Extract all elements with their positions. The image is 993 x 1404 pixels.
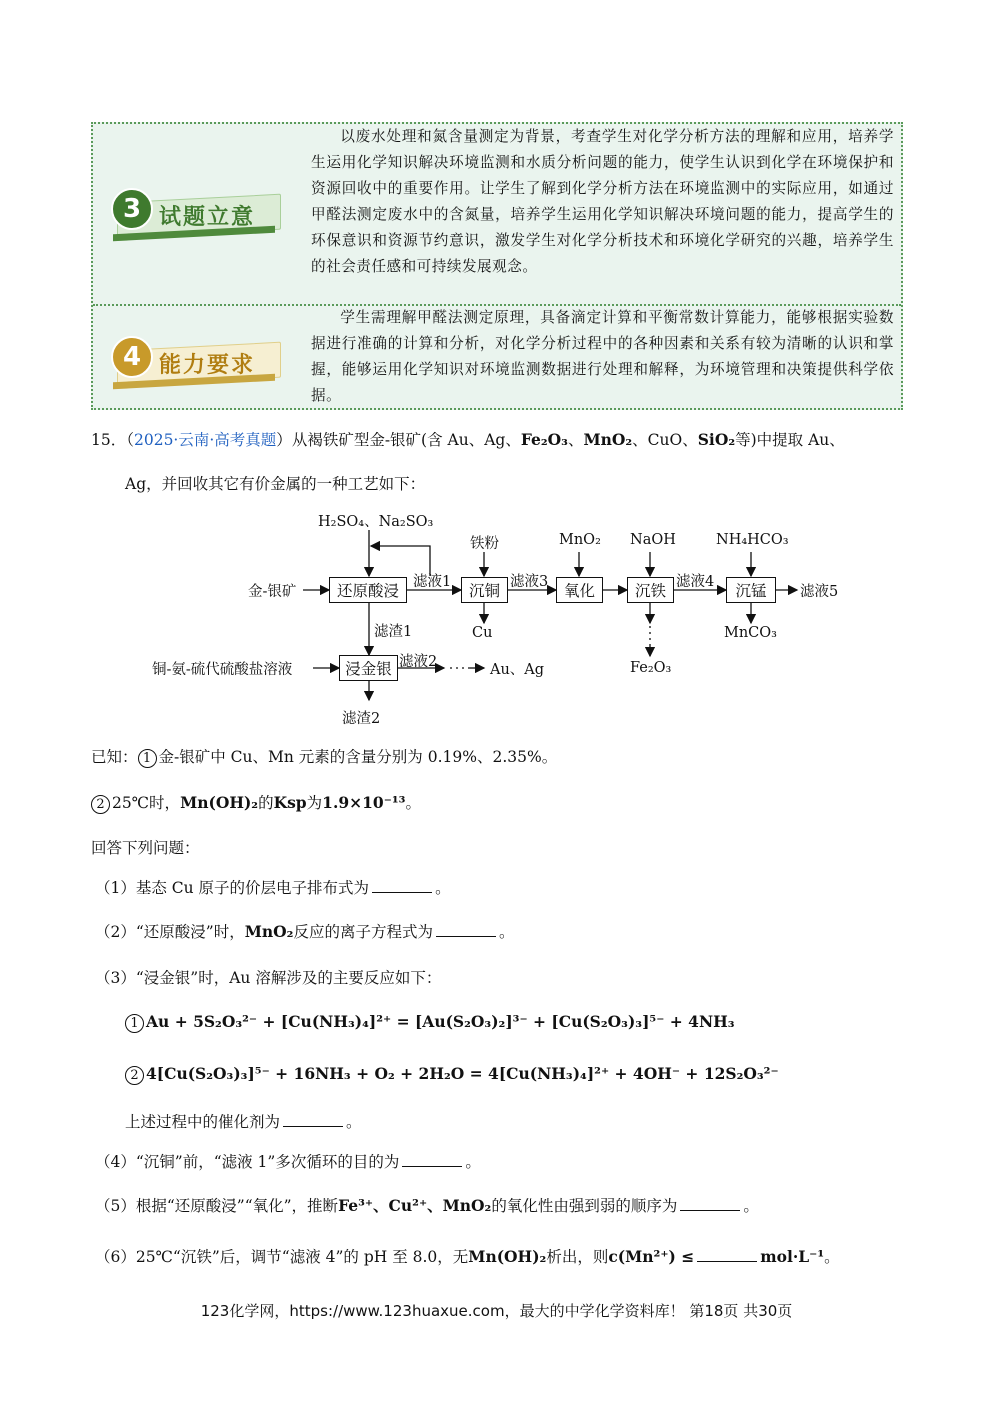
label-reagent-nh4hco3: NH₄HCO₃ (716, 532, 789, 548)
q5-formulas: Fe³⁺、Cu²⁺、MnO₂ (338, 1196, 492, 1215)
source-close: ） (276, 431, 292, 449)
intent-paragraph: 以废水处理和氮含量测定为背景，考查学生对化学分析方法的理解和应用，培养学生运用化学知识解决环境监测和水质分析问题的能力，使学生认识到化学在环境保护和资源回收中的重要作用。让学生了解到化学分析方法在环境监测中的实际应用，如通过甲醛法测定废水中的含氮量，培养学生运用化学知识解决环境问题的能力，提高学生的环保意识和资源节约意识，激发学生对化学分析技术和环境化学研究的兴趣，培养学生的社会责任感和可持续发展观念。 (311, 128, 894, 275)
stem-sep-2: 、CuO、 (632, 431, 698, 449)
known-2-text-g: 。 (405, 794, 421, 812)
circle-number-1: 1 (138, 749, 157, 768)
badge-title-intent: 试题立意 (159, 205, 256, 230)
question-source: 2025·云南·高考真题 (133, 431, 277, 449)
ksp-symbol: Ksp (273, 793, 307, 812)
q2-formula: MnO₂ (244, 922, 294, 941)
ksp-value: 1.9×10⁻¹³ (322, 793, 406, 812)
q6-concentration: c(Mn²⁺) ≤ (608, 1247, 695, 1266)
label-product-cu: Cu (472, 625, 493, 641)
known-intro: 已知： (91, 748, 138, 766)
label-residue-1: 滤渣1 (374, 624, 413, 640)
node-copper-precipitation: 沉铜 (461, 577, 508, 603)
label-residue-2: 滤渣2 (342, 711, 381, 727)
node-reduction-acid-leach: 还原酸浸 (329, 577, 407, 603)
q1-text: （1）基态 Cu 原子的价层电子排布式为 (95, 879, 370, 897)
answer-prompt: 回答下列问题： (91, 839, 200, 857)
badge-number-4: 4 (111, 336, 153, 378)
q3-end: 。 (346, 1113, 362, 1131)
q4-text: （4）“沉铜”前，“滤液 1”多次循环的目的为 (95, 1153, 400, 1171)
subquestion-3: （3）“浸金银”时，Au 溶解涉及的主要反应如下： (95, 969, 442, 987)
label-filtrate-1: 滤液1 (413, 574, 452, 590)
known-1 (91, 745, 557, 768)
known-2-text-c: 的 (258, 794, 274, 812)
label-reagent-naoh: NaOH (630, 532, 676, 548)
q5-end: 。 (743, 1197, 759, 1215)
q5-text-c: 的氧化性由强到弱的顺序为 (491, 1197, 678, 1215)
q1-end: 。 (435, 879, 451, 897)
badge-intent (111, 184, 281, 240)
known-2 (91, 791, 421, 814)
label-product-fe2o3: Fe₂O₃ (630, 660, 672, 676)
process-flowchart (0, 500, 993, 730)
label-product-au-ag: Au、Ag (490, 662, 545, 678)
page-footer: 123化学网，https://www.123huaxue.com，最大的中学化学资料库！ 第18页 共30页 (200, 1302, 793, 1320)
stem-sep-1: 、 (567, 431, 584, 449)
question-number: 15．（ (91, 431, 134, 449)
answer-blank-4[interactable] (402, 1152, 462, 1167)
subquestion-2 (95, 920, 514, 942)
answer-blank-3[interactable] (283, 1112, 343, 1127)
label-filtrate-2: 滤液2 (399, 654, 438, 670)
question-stem (91, 428, 845, 450)
badge-title-ability: 能力要求 (159, 353, 256, 378)
badge-number-3: 3 (111, 188, 153, 230)
q2-end: 。 (498, 923, 515, 941)
known-1-text: 金-银矿中 Cu、Mn 元素的含量分别为 0.19%、2.35%。 (158, 748, 558, 766)
equation-2-number: 2 (125, 1066, 144, 1085)
label-product-mnco3: MnCO₃ (724, 625, 777, 641)
circle-number-2: 2 (91, 795, 110, 814)
question-stem-line2: Ag，并回收其它有价金属的一种工艺如下： (125, 475, 426, 493)
label-reagent-acid: H₂SO₄、Na₂SO₃ (318, 514, 434, 530)
subquestion-5 (95, 1194, 759, 1216)
formula-fe2o3: Fe₂O₃ (520, 430, 568, 449)
node-gold-silver-leach: 浸金银 (339, 655, 398, 681)
q6-unit: mol·L⁻¹ (760, 1247, 825, 1266)
equation-2 (125, 1064, 779, 1085)
label-reagent-iron: 铁粉 (470, 536, 499, 552)
q5-text-a: （5）根据“还原酸浸”“氧化”，推断 (95, 1197, 339, 1215)
equation-1 (125, 1012, 735, 1033)
q6-formula: Mn(OH)₂ (468, 1247, 547, 1266)
q2-text-a: （2）“还原酸浸”时， (95, 923, 245, 941)
ability-paragraph: 学生需理解甲醛法测定原理，具备滴定计算和平衡常数计算能力，能够根据实验数据进行准确的计算和分析，对化学分析过程中的各种因素和关系有较为清晰的认识和掌握，能够运用化学知识对环境监测数据进行处理和解释，为环境管理和决策提供科学依据。 (311, 309, 894, 404)
known-2-text-e: 为 (306, 794, 323, 812)
q2-text-c: 反应的离子方程式为 (293, 923, 433, 941)
stem-text-b: 等)中提取 Au、 (735, 431, 845, 449)
subquestion-6 (95, 1245, 840, 1267)
label-filtrate-4: 滤液4 (676, 574, 715, 590)
formula-sio2: SiO₂ (697, 430, 736, 449)
node-oxidation: 氧化 (556, 577, 603, 603)
q4-end: 。 (465, 1153, 481, 1171)
answer-blank-6[interactable] (697, 1247, 757, 1262)
answer-blank-1[interactable] (372, 878, 432, 893)
answer-blank-5[interactable] (680, 1196, 740, 1211)
known-2-text-a: 25℃时， (112, 794, 181, 812)
label-filtrate-5: 滤液5 (800, 584, 839, 600)
answer-blank-2[interactable] (436, 922, 496, 937)
label-leach-reagent: 铜-氨-硫代硫酸盐溶液 (152, 662, 293, 678)
badge-ability (111, 332, 281, 388)
stem-text-a: 从褐铁矿型金-银矿(含 Au、Ag、 (291, 431, 521, 449)
node-iron-precipitation: 沉铁 (627, 577, 674, 603)
label-reagent-mno2: MnO₂ (559, 532, 601, 548)
q6-text-a: （6）25℃“沉铁”后，调节“滤液 4”的 pH 至 8.0，无 (95, 1248, 469, 1266)
label-filtrate-3: 滤液3 (510, 574, 549, 590)
formula-mno2: MnO₂ (583, 430, 633, 449)
equation-2-text: 4[Cu(S₂O₃)₃]⁵⁻ + 16NH₃ + O₂ + 2H₂O = 4[Cu(NH₃)₄]²⁺ + 4OH⁻ + 12S₂O₃²⁻ (146, 1064, 779, 1083)
equation-1-text: Au + 5S₂O₃²⁻ + [Cu(NH₃)₄]²⁺ = [Au(S₂O₃)₂]³⁻ + [Cu(S₂O₃)₃]⁵⁻ + 4NH₃ (146, 1012, 735, 1031)
subquestion-4 (95, 1150, 481, 1172)
q6-text-c: 析出，则 (546, 1248, 609, 1266)
node-manganese-precipitation: 沉锰 (726, 577, 776, 603)
formula-mnoh2: Mn(OH)₂ (180, 793, 259, 812)
info-box (91, 122, 903, 410)
equation-1-number: 1 (125, 1014, 144, 1033)
label-feed-ore: 金-银矿 (248, 584, 297, 600)
q6-end: 。 (824, 1248, 840, 1266)
subquestion-1 (95, 876, 451, 898)
q3-tail-text: 上述过程中的催化剂为 (125, 1113, 281, 1131)
subquestion-3-tail (125, 1110, 362, 1132)
